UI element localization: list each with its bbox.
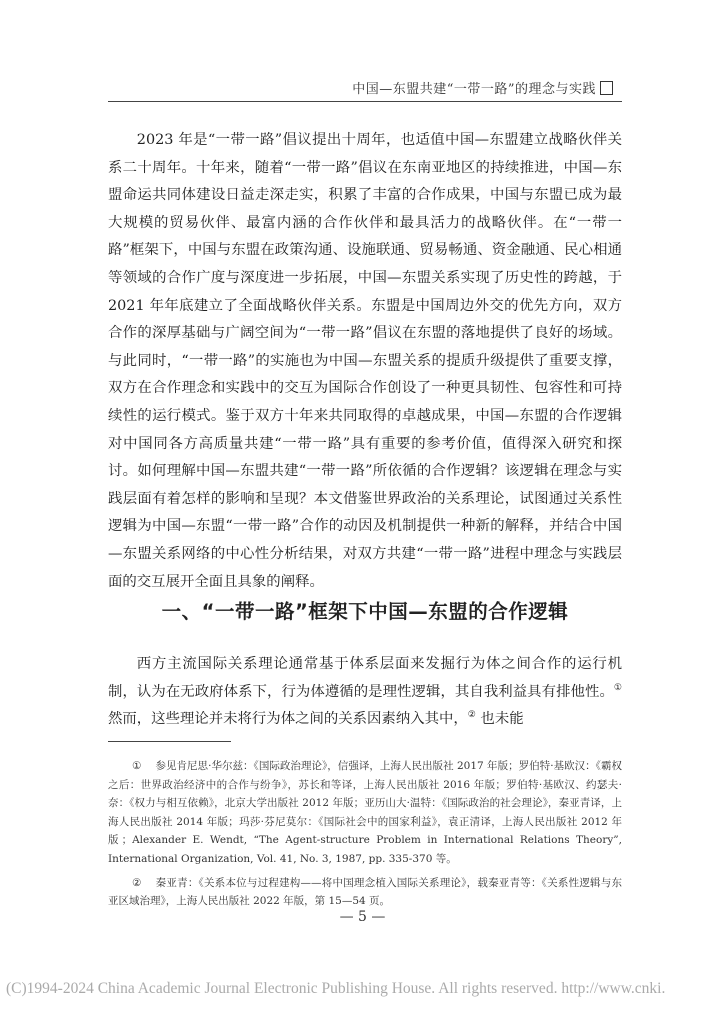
square-icon bbox=[600, 81, 613, 95]
intro-text: 2023 年是“一带一路”倡议提出十周年，也适值中国—东盟建立战略伙伴关系二十周年。十年来，随着“一带一路”倡议在东南亚地区的持续推进，中国—东盟命运共同体建设日益走深走实，积累了丰富的合作成果，中国与东盟已成为最大规模的贸易伙伴、最富内涵的合作伙伴和最具活力的战略伙伴。在“一带一路”框架下，中国与东盟在政策沟通、设施联通、贸易畅通、资金融通、民心相通等领域的合作广度与深度进一步拓展，中国—东盟关系实现了历史性的跨越，于 2021 年年底建立了全面战略伙伴关系。东盟是中国周边外交的优先方向，双方合作的深厚基础与广阔空间为“一带一路”倡议在东盟的落地提供了良好的场域。与此同时，“一带一路”的实施也为中国—东盟关系的提质升级提供了重要支撑，双方在合作理念和实践中的交互为国际合作创设了一种更具韧性、包容性和可持续性的运行模式。鉴于双方十年来共同取得的卓越成果，中国—东盟的合作逻辑对中国同各方高质量共建“一带一路”具有重要的参考价值，值得深入研究和探讨。如何理解中国—东盟共建“一带一路”所依循的合作逻辑？该逻辑在理念与实践层面有着怎样的影响和呈现？本文借鉴世界政治的关系理论，试图通过关系性逻辑为中国—东盟“一带一路”合作的动因及机制提供一种新的解释，并结合中国—东盟关系网络的中心性分析结果，对双方共建“一带一路”进程中理念与实践层面的交互展开全面且具象的阐释。 bbox=[108, 132, 622, 590]
page-number: — 5 — bbox=[339, 909, 386, 925]
footnote-2 bbox=[108, 874, 622, 911]
footnote-1-num: ① bbox=[132, 760, 142, 772]
copyright-watermark: (C)1994-2024 China Academic Journal Electronic Publishing House. All rights reserved. http://www.cnki. bbox=[6, 980, 666, 997]
para-text-c: 也未能 bbox=[475, 711, 524, 728]
section-paragraph bbox=[108, 651, 622, 734]
footnote-rule bbox=[108, 741, 231, 742]
running-header-text: 中国—东盟共建“一带一路”的理念与实践 bbox=[352, 82, 596, 97]
para-text-a: 西方主流国际关系理论通常基于体系层面来发掘行为体之间合作的运行机制，认为在无政府体系下，行为体遵循的是理性逻辑，其自我利益具有排他性。 bbox=[108, 656, 622, 700]
footnotes bbox=[108, 757, 622, 916]
footnote-ref-1[interactable]: ① bbox=[613, 682, 622, 693]
header-rule bbox=[108, 101, 622, 102]
footnote-2-num: ② bbox=[132, 876, 142, 889]
footnote-1-text: 参见肯尼思·华尔兹：《国际政治理论》，信强译，上海人民出版社 2017 年版；罗伯特·基欧汉：《霸权之后：世界政治经济中的合作与纷争》，苏长和等译，上海人民出版社 2016 年版；罗伯特·基欧汉、约瑟夫·奈：《权力与相互依赖》，北京大学出版社 2012 年版；亚历山大·温特：《国际政治的社会理论》，秦亚青译，上海人民出版社 2014 年版；玛莎·芬尼莫尔：《国际社会中的国家利益》，袁正清译，上海人民出版社 2012 年版；Alexander E. Wendt, “The Agent-structure Problem in International Relations Theory”, International Organization, Vol. 41, No. 3, 1987, pp. 335-370 等。 bbox=[108, 760, 622, 865]
running-header bbox=[352, 78, 613, 97]
para-text-b: 然而，这些理论并未将行为体之间的关系因素纳入其中， bbox=[108, 711, 468, 728]
intro-paragraph bbox=[108, 127, 622, 596]
footnote-1 bbox=[108, 757, 622, 869]
section-heading: 一、“一带一路”框架下中国—东盟的合作逻辑 bbox=[161, 600, 569, 623]
footnote-ref-2[interactable]: ② bbox=[467, 710, 476, 721]
footnote-2-text: 秦亚青：《关系本位与过程建构——将中国理念植入国际关系理论》，载秦亚青等：《关系性逻辑与东亚区域治理》，上海人民出版社 2022 年版，第 15—54 页。 bbox=[108, 876, 622, 908]
